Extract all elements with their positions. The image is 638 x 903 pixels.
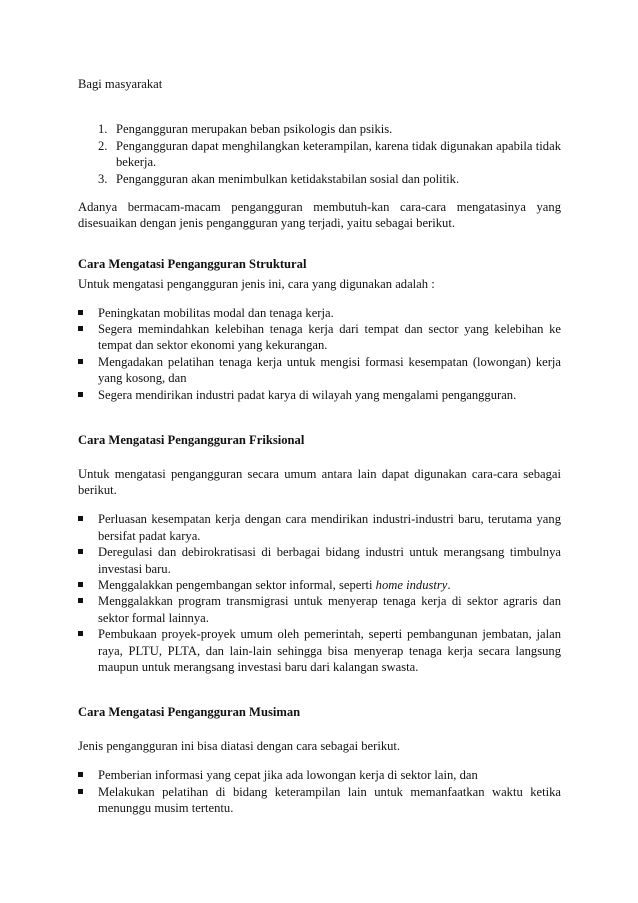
- list-item-text: Perluasan kesempatan kerja dengan cara mendirikan industri-industri baru, terutama yang bersifat padat karya.: [98, 512, 561, 543]
- list-item: [98, 321, 561, 354]
- list-number: 2.: [98, 138, 108, 153]
- list-item-text: Pembukaan proyek-proyek umum oleh pemerintah, seperti pembangunan jembatan, jalan raya, PLTU, PLTA, dan lain-lain sehingga bisa menyerap tenaga kerja secara langsung maupun untuk merangsang investasi baru dari kalangan swasta.: [98, 627, 561, 674]
- section-heading-struktural: Cara Mengatasi Pengangguran Struktural: [78, 256, 307, 271]
- list-item-text-end: .: [447, 577, 451, 592]
- struktural-list: [78, 305, 561, 403]
- list-item: [98, 784, 561, 817]
- section-intro-friksional: Untuk mengatasi pengangguran secara umum antara lain dapat digunakan cara-cara sebagai berikut.: [78, 466, 561, 497]
- italic-term: home industry: [375, 577, 448, 592]
- section-heading-musiman: Cara Mengatasi Pengangguran Musiman: [78, 705, 301, 720]
- list-item: [98, 626, 561, 675]
- friksional-list: [78, 511, 561, 675]
- list-item-text: Deregulasi dan debirokratisasi di berbagai bidang industri untuk merangsang timbulnya investasi baru.: [98, 545, 561, 576]
- list-item: [98, 138, 561, 171]
- list-item: [98, 577, 561, 593]
- list-number: 1.: [98, 122, 108, 137]
- list-item: [98, 544, 561, 577]
- list-item: [98, 593, 561, 626]
- list-item-text: Segera memindahkan kelebihan tenaga kerja dari tempat dan sector yang kelebihan ke tempat dan sektor ekonomi yang kekurangan.: [98, 322, 561, 353]
- list-item: [98, 767, 561, 783]
- list-item-text: Pengangguran dapat menghilangkan keterampilan, karena tidak digunakan apabila tidak bekerja.: [116, 138, 561, 170]
- list-item: [98, 511, 561, 544]
- square-bullet-icon: [78, 359, 83, 364]
- square-bullet-icon: [78, 772, 83, 777]
- list-item-text: Melakukan pelatihan di bidang keterampilan lain untuk memanfaatkan waktu ketika menunggu musim tertentu.: [98, 784, 561, 815]
- section-intro-struktural: Untuk mengatasi pengangguran jenis ini, cara yang digunakan adalah :: [78, 277, 435, 292]
- list-item-text-start: Menggalakkan pengembangan sektor informal, seperti: [98, 577, 376, 592]
- list-item: [98, 354, 561, 387]
- list-item-text: [98, 578, 451, 592]
- square-bullet-icon: [78, 392, 83, 397]
- list-item-text: Peningkatan mobilitas modal dan tenaga kerja.: [98, 305, 334, 320]
- square-bullet-icon: [78, 310, 83, 315]
- musiman-list: [78, 767, 561, 816]
- section-intro-musiman: Jenis pengangguran ini bisa diatasi dengan cara sebagai berikut.: [78, 738, 401, 753]
- list-item-text: Pengangguran akan menimbulkan ketidakstabilan sosial dan politik.: [116, 171, 460, 186]
- square-bullet-icon: [78, 789, 83, 794]
- square-bullet-icon: [78, 631, 83, 636]
- list-item: [98, 121, 561, 137]
- list-item-text: Segera mendirikan industri padat karya di wilayah yang mengalami pengangguran.: [98, 387, 517, 402]
- list-item-text: Pemberian informasi yang cepat jika ada lowongan kerja di sektor lain, dan: [98, 768, 478, 783]
- document-page: [78, 76, 561, 816]
- list-item: [98, 387, 561, 403]
- square-bullet-icon: [78, 582, 83, 587]
- list-item-text: Mengadakan pelatihan tenaga kerja untuk mengisi formasi kesempatan (lowongan) kerja yang kosong, dan: [98, 354, 561, 386]
- square-bullet-icon: [78, 326, 83, 331]
- summary-paragraph: Adanya bermacam-macam pengangguran membutuh-kan cara-cara mengatasinya yang disesuaikan dengan jenis pengangguran yang terjadi, yaitu sebagai berikut.: [78, 200, 561, 231]
- section-heading-friksional: Cara Mengatasi Pengangguran Friksional: [78, 433, 305, 448]
- square-bullet-icon: [78, 516, 83, 521]
- list-item: [98, 305, 561, 321]
- square-bullet-icon: [78, 598, 83, 603]
- list-item-text: Pengangguran merupakan beban psikologis dan psikis.: [116, 122, 393, 137]
- list-number: 3.: [98, 171, 108, 186]
- list-item-text: Menggalakkan program transmigrasi untuk menyerap tenaga kerja di sektor agraris dan sektor formal lainnya.: [98, 594, 561, 625]
- list-item: [98, 171, 561, 187]
- effects-list: [78, 121, 561, 187]
- square-bullet-icon: [78, 549, 83, 554]
- intro-title: Bagi masyarakat: [78, 77, 163, 91]
